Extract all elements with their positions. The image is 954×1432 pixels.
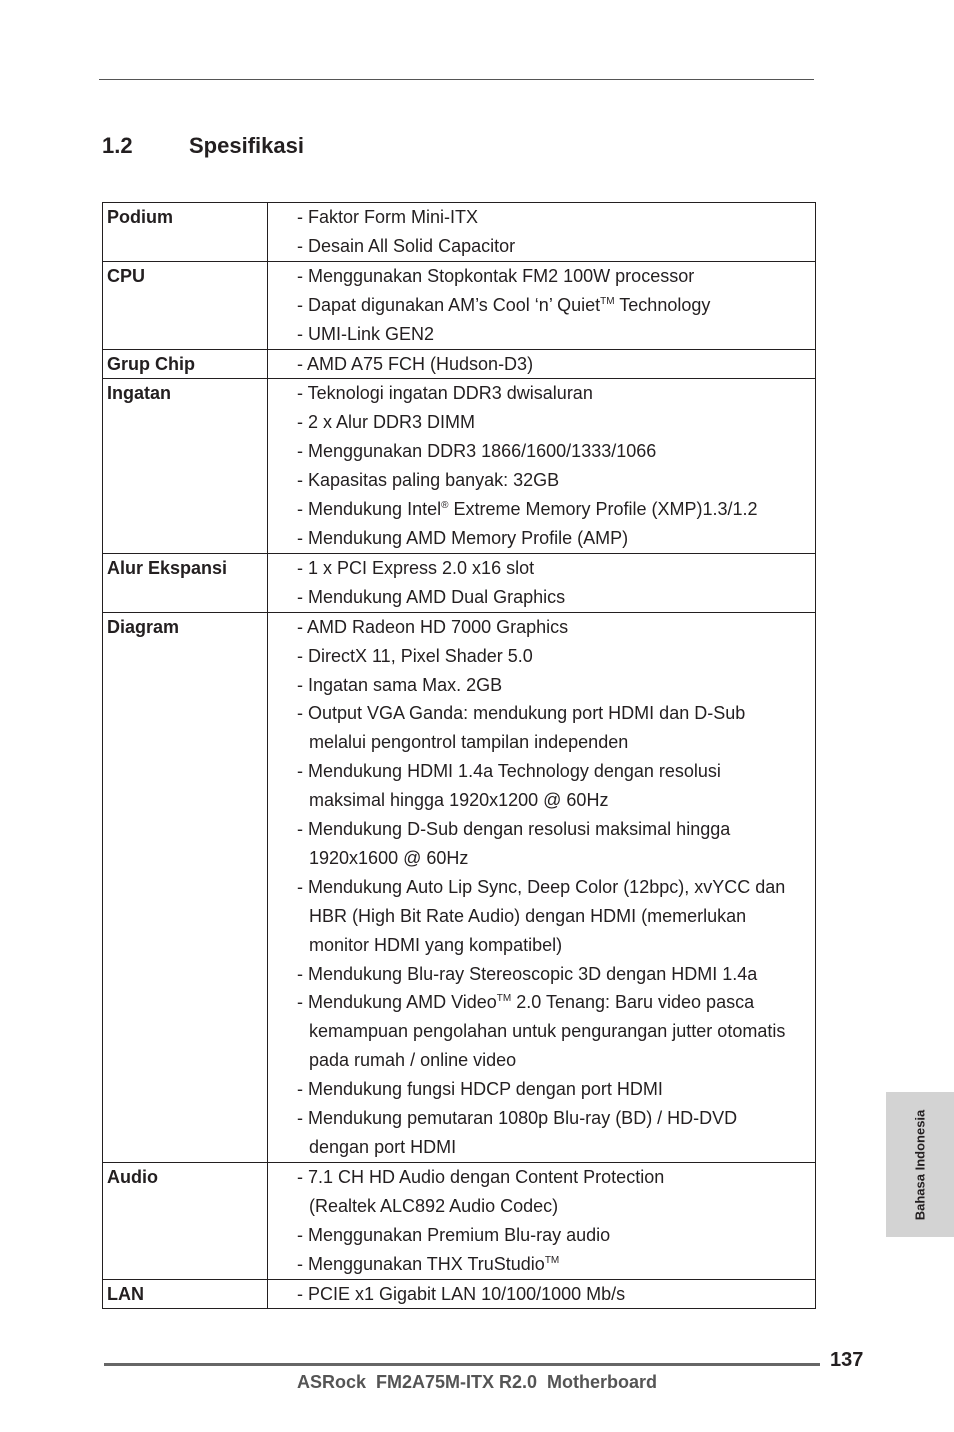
spec-line	[297, 786, 815, 815]
spec-line	[297, 613, 815, 642]
superscript-mark: TM	[600, 295, 615, 307]
spec-value	[268, 261, 816, 349]
header-rule	[99, 79, 814, 80]
superscript-mark: TM	[496, 993, 512, 1005]
spec-line	[297, 437, 815, 466]
spec-line	[297, 873, 815, 902]
spec-line	[297, 1046, 815, 1075]
spec-line-text: - Mendukung Auto Lip Sync, Deep Color (12bpc), xvYCC dan	[297, 876, 786, 897]
spec-line-text: - Mendukung AMD Memory Profile (AMP)	[297, 527, 629, 548]
spec-line-text: - 1 x PCI Express 2.0 x16 slot	[297, 557, 535, 578]
spec-line-text: - PCIE x1 Gigabit LAN 10/100/1000 Mb/s	[297, 1283, 626, 1304]
spec-line	[297, 642, 815, 671]
spec-line-text: - Menggunakan DDR3 1866/1600/1333/1066	[297, 441, 657, 462]
spec-line-text: - Mendukung AMD Dual Graphics	[297, 586, 566, 607]
spec-line-text: - UMI-Link GEN2	[297, 323, 435, 344]
spec-line	[297, 1192, 815, 1221]
spec-line-text: kemampuan pengolahan untuk pengurangan jutter otomatis	[309, 1021, 786, 1042]
section-heading	[102, 133, 304, 159]
spec-line	[297, 671, 815, 700]
spec-label: Ingatan	[103, 379, 268, 553]
language-side-tab	[886, 1092, 954, 1237]
spec-line-text: - Mendukung Intel	[297, 499, 442, 520]
spec-value	[268, 612, 816, 1162]
spec-line	[297, 262, 815, 291]
spec-label: Audio	[103, 1162, 268, 1279]
spec-table	[102, 202, 816, 1309]
footer-rule	[104, 1363, 820, 1366]
spec-line-text: (Realtek ALC892 Audio Codec)	[309, 1195, 559, 1216]
spec-line-text: HBR (High Bit Rate Audio) dengan HDMI (memerlukan	[309, 905, 747, 926]
spec-row	[103, 349, 816, 379]
spec-line	[297, 1133, 815, 1162]
spec-line-text: - Menggunakan Premium Blu-ray audio	[297, 1224, 611, 1245]
spec-line	[297, 1280, 815, 1309]
language-label: Bahasa Indonesia	[912, 1109, 928, 1220]
spec-row	[103, 612, 816, 1162]
spec-line	[297, 815, 815, 844]
spec-value	[268, 379, 816, 553]
spec-line	[297, 699, 815, 728]
spec-value	[268, 349, 816, 379]
spec-line-text: - Desain All Solid Capacitor	[297, 235, 516, 256]
spec-label: Grup Chip	[103, 349, 268, 379]
spec-line-text: - Mendukung AMD Video	[297, 992, 497, 1013]
spec-line	[297, 495, 815, 524]
spec-value	[268, 1279, 816, 1309]
superscript-mark: ®	[441, 500, 449, 512]
spec-line-text: - Kapasitas paling banyak: 32GB	[297, 470, 560, 491]
spec-line	[297, 291, 815, 320]
spec-line	[297, 960, 815, 989]
page-number: 137	[830, 1349, 864, 1371]
spec-line	[297, 902, 815, 931]
spec-value	[268, 203, 816, 262]
spec-line-text: - Dapat digunakan AM’s Cool ‘n’ Quiet	[297, 294, 601, 315]
spec-row	[103, 203, 816, 262]
spec-line-text: melalui pengontrol tampilan independen	[309, 732, 629, 753]
spec-line-text: maksimal hingga 1920x1200 @ 60Hz	[309, 790, 609, 811]
superscript-mark: TM	[544, 1254, 560, 1266]
spec-label: CPU	[103, 261, 268, 349]
spec-value	[268, 553, 816, 612]
section-title: Spesifikasi	[189, 133, 304, 158]
spec-row	[103, 379, 816, 553]
spec-line	[297, 728, 815, 757]
spec-label: Podium	[103, 203, 268, 262]
spec-line	[297, 988, 815, 1017]
spec-line-text: - Menggunakan Stopkontak FM2 100W processor	[297, 265, 695, 286]
spec-line	[297, 1221, 815, 1250]
spec-line	[297, 583, 815, 612]
spec-row	[103, 1279, 816, 1309]
spec-line-text: - AMD A75 FCH (Hudson-D3)	[297, 353, 534, 374]
spec-line	[297, 1017, 815, 1046]
spec-line-text: - 7.1 CH HD Audio dengan Content Protection	[297, 1166, 665, 1187]
spec-line-text-after: Extreme Memory Profile (XMP)1.3/1.2	[448, 499, 758, 520]
spec-line	[297, 320, 815, 349]
spec-line-text: dengan port HDMI	[309, 1137, 457, 1157]
spec-line	[297, 466, 815, 495]
footer-product-name	[0, 1372, 954, 1393]
spec-line-text: 1920x1600 @ 60Hz	[309, 847, 469, 868]
spec-line-text: - 2 x Alur DDR3 DIMM	[297, 412, 476, 433]
spec-line-text: - Ingatan sama Max. 2GB	[297, 674, 503, 695]
spec-line	[297, 524, 815, 553]
spec-value	[268, 1162, 816, 1279]
spec-line-text: - Mendukung HDMI 1.4a Technology dengan resolusi	[297, 761, 721, 782]
spec-line-text: - Teknologi ingatan DDR3 dwisaluran	[297, 383, 593, 404]
spec-line-text: - AMD Radeon HD 7000 Graphics	[297, 616, 569, 637]
spec-line	[297, 350, 815, 379]
spec-row	[103, 261, 816, 349]
spec-line-text: pada rumah / online video	[309, 1050, 517, 1071]
spec-line	[297, 203, 815, 232]
spec-line	[297, 554, 815, 583]
spec-label: Diagram	[103, 612, 268, 1162]
spec-line-text: - Mendukung D-Sub dengan resolusi maksimal hingga	[297, 819, 731, 840]
spec-line-text: - Faktor Form Mini-ITX	[297, 207, 479, 227]
spec-line-text: - DirectX 11, Pixel Shader 5.0	[297, 645, 533, 666]
spec-line	[297, 1250, 815, 1279]
spec-line-text: - Menggunakan THX TruStudio	[297, 1253, 545, 1274]
spec-line	[297, 408, 815, 437]
spec-line	[297, 931, 815, 960]
spec-line	[297, 232, 815, 261]
spec-table-body	[103, 203, 816, 1309]
spec-row	[103, 553, 816, 612]
spec-line-text: monitor HDMI yang kompatibel)	[309, 934, 563, 955]
spec-line-text: - Mendukung fungsi HDCP dengan port HDMI	[297, 1079, 663, 1100]
spec-label: Alur Ekspansi	[103, 553, 268, 612]
spec-line	[297, 757, 815, 786]
footer-text: ASRock FM2A75M-ITX R2.0 Motherboard	[296, 1372, 658, 1392]
spec-line	[297, 379, 815, 408]
spec-line	[297, 844, 815, 873]
spec-label: LAN	[103, 1279, 268, 1309]
spec-line	[297, 1104, 815, 1133]
section-number: 1.2	[102, 133, 133, 158]
spec-line-text: - Mendukung pemutaran 1080p Blu-ray (BD) / HD-DVD	[297, 1108, 738, 1129]
spec-row	[103, 1162, 816, 1279]
spec-line	[297, 1075, 815, 1104]
spec-line-text-after: Technology	[614, 294, 711, 315]
spec-line-text: - Output VGA Ganda: mendukung port HDMI dan D-Sub	[297, 703, 746, 724]
spec-line-text: - Mendukung Blu-ray Stereoscopic 3D dengan HDMI 1.4a	[297, 963, 758, 984]
spec-line	[297, 1163, 815, 1192]
spec-line-text-after: 2.0 Tenang: Baru video pasca	[511, 992, 755, 1013]
